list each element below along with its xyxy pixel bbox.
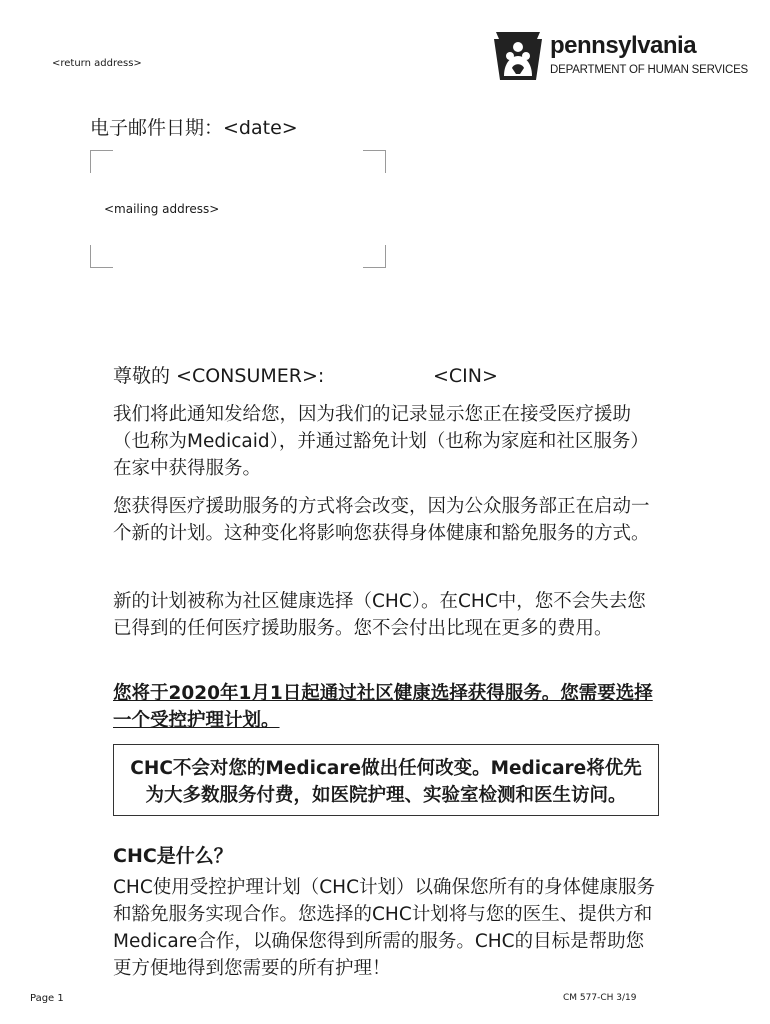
logo-department: DEPARTMENT OF HUMAN SERVICES (550, 64, 749, 76)
mailing-address: <mailing address> (104, 202, 220, 216)
page-number: Page 1 (30, 993, 64, 1004)
form-code: CM 577-CH 3/19 (563, 993, 637, 1003)
emphasis-paragraph: 您将于2020年1月1日起通过社区健康选择获得服务。您需要选择一个受控护理计划。 (113, 683, 653, 731)
address-window-corner (363, 150, 386, 173)
address-window-corner (90, 245, 113, 268)
email-date: 电子邮件日期：<date> (90, 117, 298, 139)
section-title: CHC是什么？ (113, 845, 233, 867)
address-window-corner (90, 150, 113, 173)
salutation-text: 尊敬的 <CONSUMER>: (113, 365, 325, 387)
pennsylvania-keystone-family-icon (490, 28, 546, 84)
cin-field: <CIN> (433, 365, 498, 387)
salutation (113, 363, 658, 390)
paragraph: 新的计划被称为社区健康选择（CHC）。在CHC中，您不会失去您已得到的任何医疗援助服务。您不会付出比现在更多的费用。 (113, 591, 646, 639)
address-window-corner (363, 245, 386, 268)
paragraph: 我们将此通知发给您，因为我们的记录显示您正在接受医疗援助（也称为Medicaid），并通过豁免计划（也称为家庭和社区服务）在家中获得服务。 (113, 404, 649, 479)
dhs-logo (490, 28, 750, 84)
return-address: <return address> (52, 58, 142, 69)
logo-name: pennsylvania (550, 32, 697, 59)
medicare-notice-box: CHC不会对您的Medicare做出任何改变。Medicare将优先为大多数服务付费，如医院护理、实验室检测和医生访问。 (113, 744, 659, 816)
paragraph: 您获得医疗援助服务的方式将会改变，因为公众服务部正在启动一个新的计划。这种变化将影响您获得身体健康和豁免服务的方式。 (113, 496, 650, 544)
mailing-address-window (90, 150, 386, 268)
section-paragraph: CHC使用受控护理计划（CHC计划）以确保您所有的身体健康服务和豁免服务实现合作。您选择的CHC计划将与您的医生、提供方和Medicare合作，以确保您得到所需的服务。CHC的目标是帮助您更方便地得到您需要的所有护理！ (113, 877, 655, 979)
